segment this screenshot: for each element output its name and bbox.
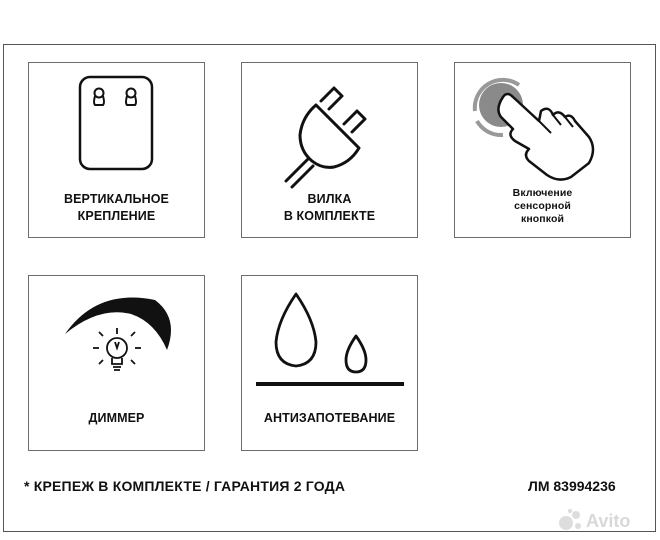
feature-label: ВЕРТИКАЛЬНОЕ КРЕПЛЕНИЕ bbox=[63, 192, 169, 223]
feature-label: ВИЛКА В КОМПЛЕКТЕ bbox=[283, 192, 376, 223]
feature-card-dimmer bbox=[28, 275, 205, 451]
article-number: ЛМ 83994236 bbox=[528, 478, 616, 494]
feature-label: Включение сенсорной кнопкой bbox=[512, 187, 573, 225]
feature-card-vertical-mount bbox=[28, 62, 205, 238]
feature-label: ДИММЕР bbox=[88, 411, 145, 425]
feature-label: АНТИЗАПОТЕВАНИЕ bbox=[263, 411, 396, 425]
footer-note: * КРЕПЕЖ В КОМПЛЕКТЕ / ГАРАНТИЯ 2 ГОДА bbox=[24, 478, 346, 494]
feature-card-touch-button bbox=[454, 62, 631, 238]
avito-watermark bbox=[556, 505, 656, 535]
avito-logo-icon bbox=[556, 505, 656, 535]
feature-card-plug bbox=[241, 62, 418, 238]
svg-text:Avito: Avito bbox=[586, 511, 631, 531]
feature-card-anti-fog bbox=[241, 275, 418, 451]
